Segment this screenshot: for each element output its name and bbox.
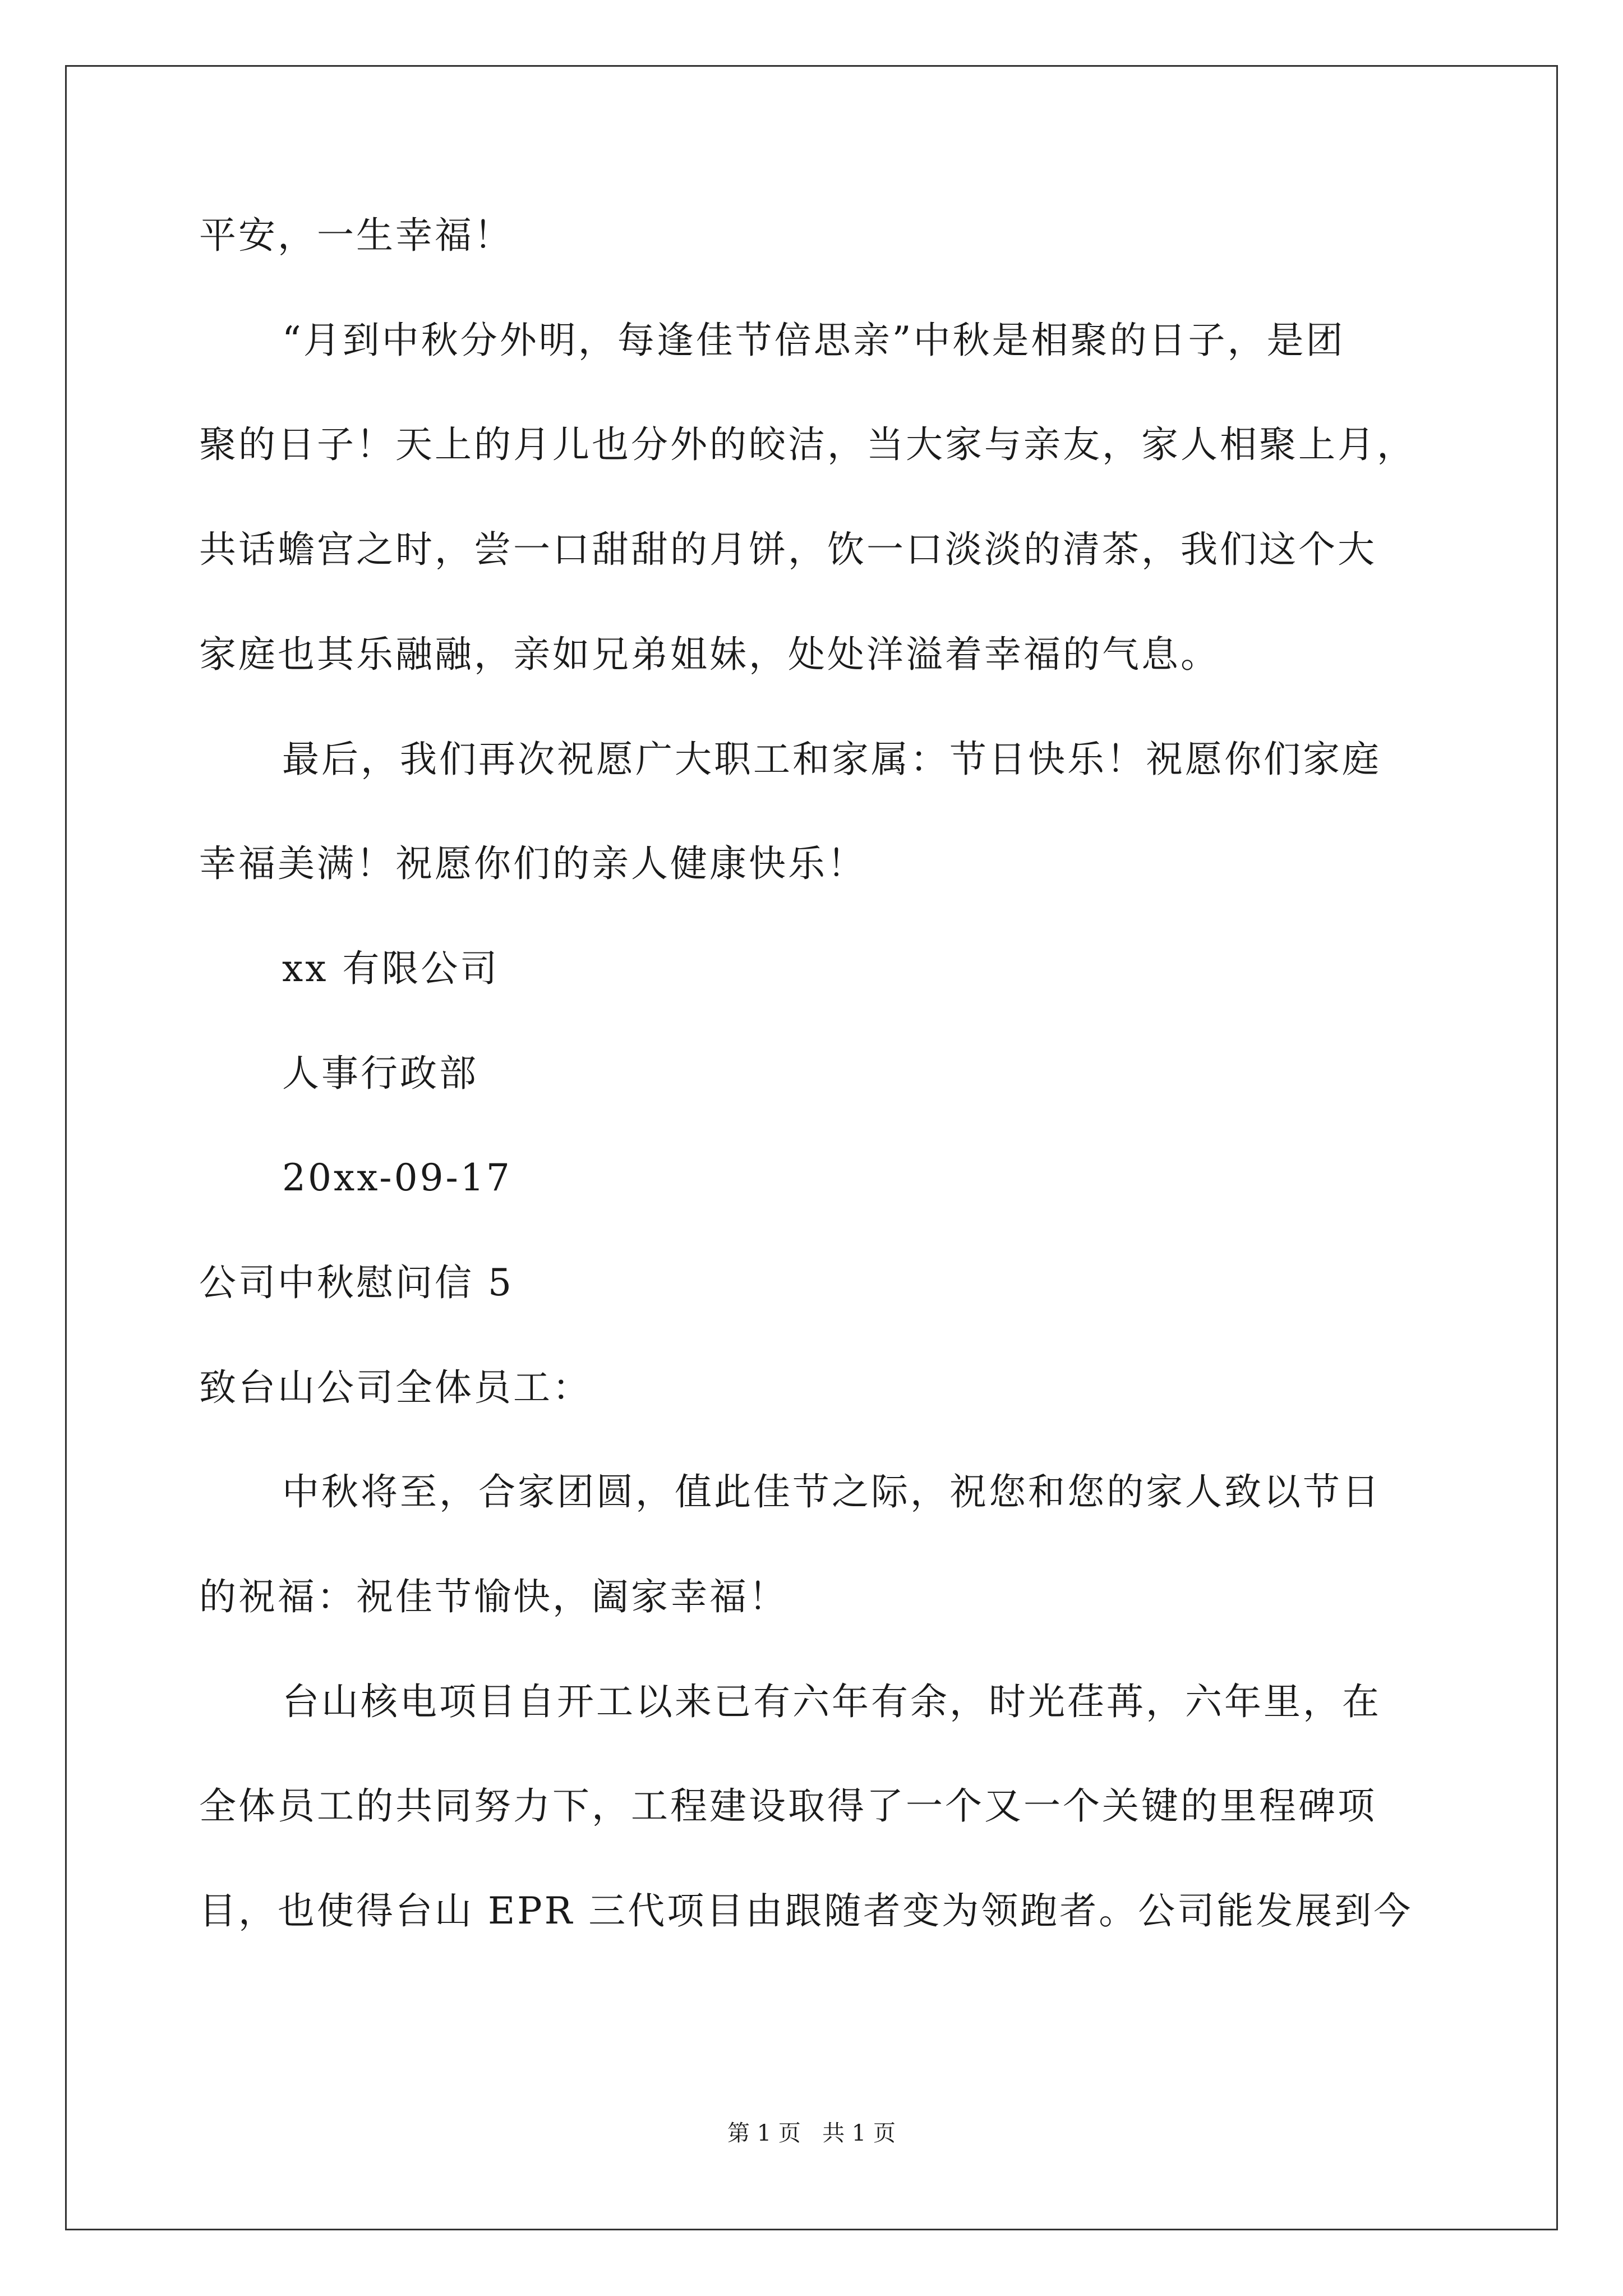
page-number-footer: 第 1 页 共 1 页 [727, 2120, 896, 2146]
text-line: 最后，我们再次祝愿广大职工和家属：节日快乐！祝愿你们家庭 [282, 738, 1381, 781]
text-line: 共话蟾宫之时，尝一口甜甜的月饼，饮一口淡淡的清茶，我们这个大 [199, 528, 1377, 571]
text-line: 目，也使得台山 EPR 三代项目由跟随者变为领跑者。公司能发展到今 [199, 1889, 1413, 1932]
text-line: 台山核电项目自开工以来已有六年有余，时光荏苒，六年里，在 [282, 1680, 1381, 1723]
text-line: “月到中秋分外明，每逢佳节倍思亲”中秋是相聚的日子，是团 [282, 319, 1345, 362]
text-line: 幸福美满！祝愿你们的亲人健康快乐！ [199, 842, 866, 885]
salutation: 致台山公司全体员工： [199, 1366, 592, 1409]
text-line: 聚的日子！天上的月儿也分外的皎洁，当大家与亲友，家人相聚上月， [199, 423, 1416, 466]
letter-date: 20xx-09-17 [282, 1156, 512, 1199]
text-line: 的祝福：祝佳节愉快，阖家幸福！ [199, 1575, 788, 1618]
text-line: 中秋将至，合家团圆，值此佳节之际，祝您和您的家人致以节日 [282, 1470, 1381, 1513]
section-title: 公司中秋慰问信 5 [199, 1261, 514, 1304]
text-line: 平安，一生幸福！ [199, 214, 513, 257]
department-name: 人事行政部 [282, 1052, 478, 1095]
text-line: 全体员工的共同努力下，工程建设取得了一个又一个关键的里程碑项 [199, 1784, 1377, 1828]
company-name: xx 有限公司 [282, 947, 500, 990]
text-line: 家庭也其乐融融，亲如兄弟姐妹，处处洋溢着幸福的气息。 [199, 633, 1220, 676]
